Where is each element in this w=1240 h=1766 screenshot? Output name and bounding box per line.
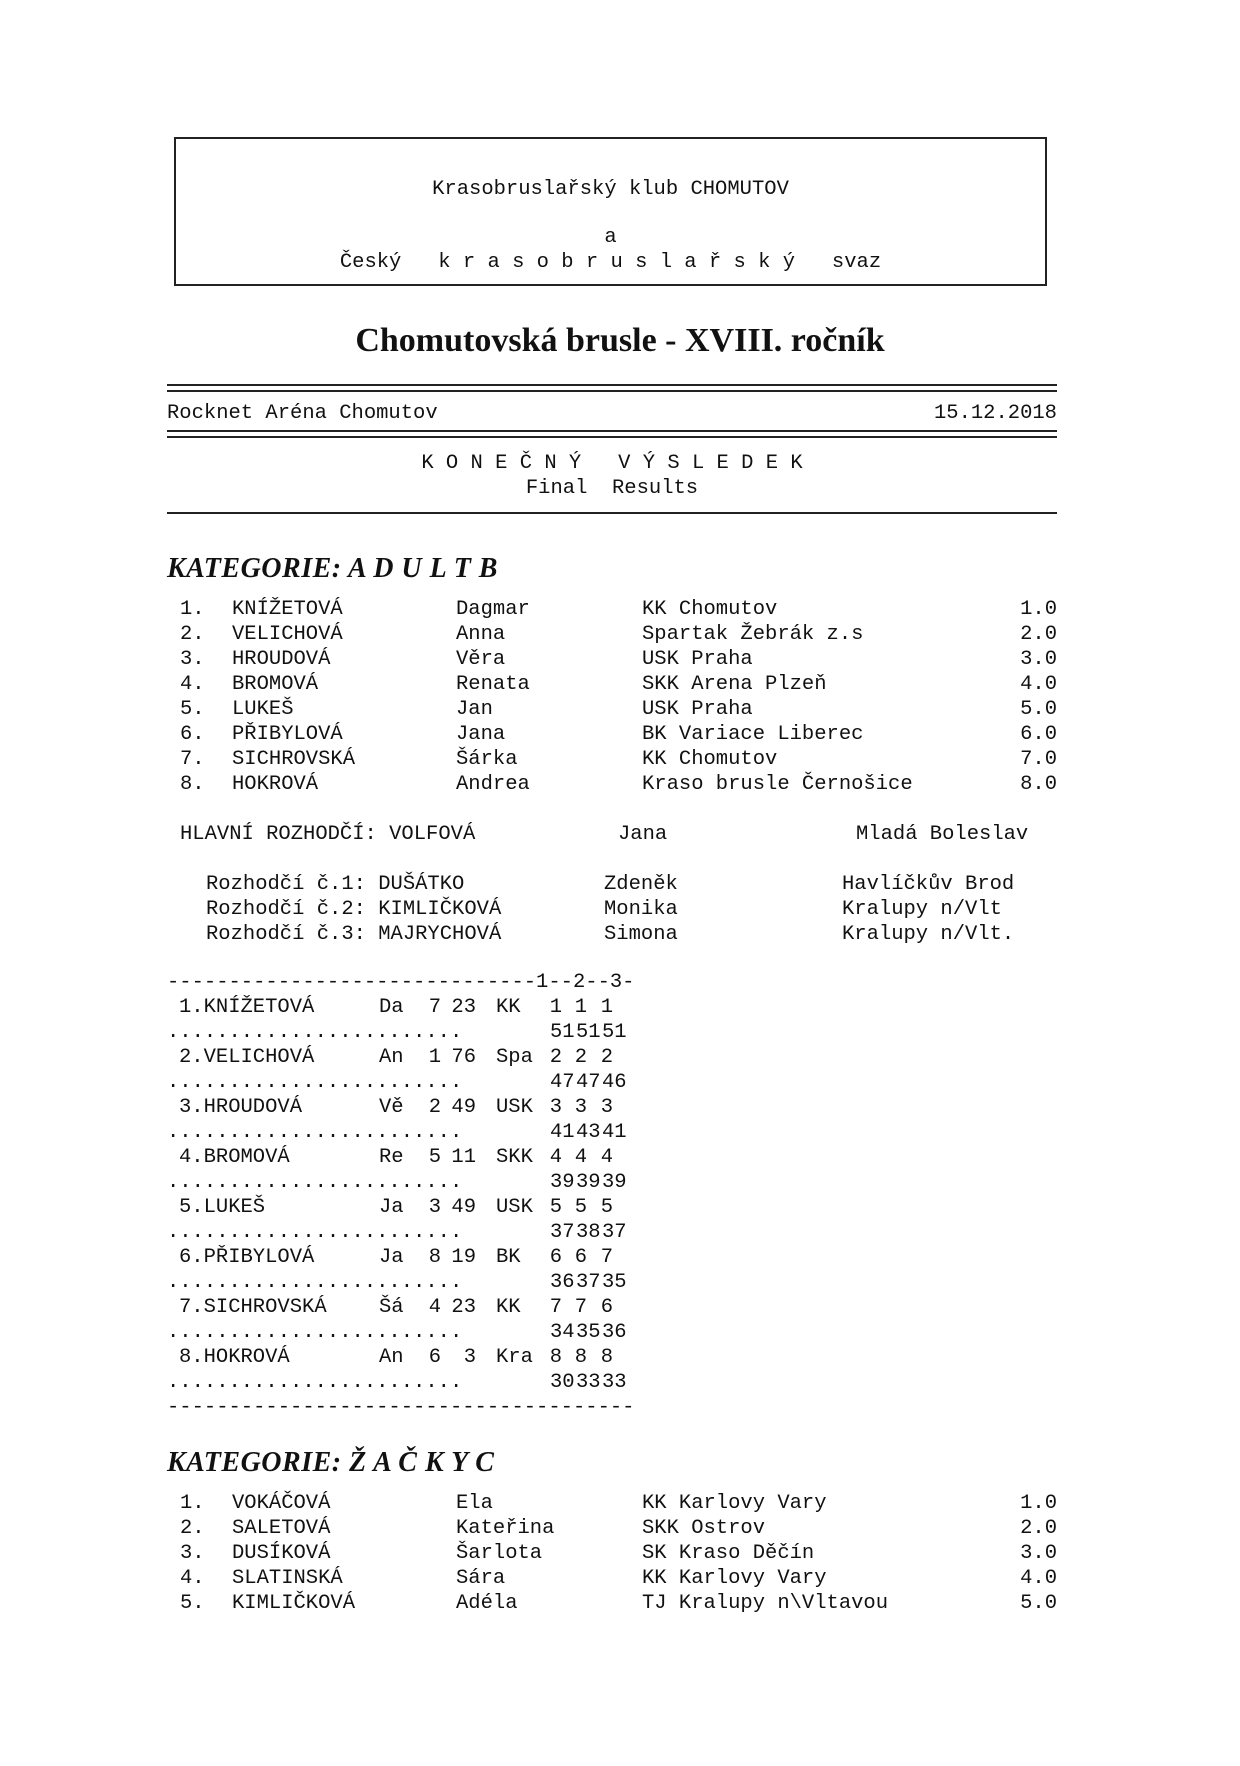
- list-item: [0, 747, 1057, 772]
- judge-label: Rozhodčí č.2: KIMLIČKOVÁ: [206, 898, 502, 921]
- points: 33: [602, 1371, 627, 1394]
- judge-city: Kralupy n/Vlt.: [842, 923, 1015, 946]
- header-conjunction: a: [604, 226, 617, 249]
- list-item: [0, 1566, 1057, 1591]
- event-date: 15.12.2018: [933, 402, 1057, 425]
- referee-panel: [0, 822, 1240, 947]
- head-referee: [0, 822, 1029, 847]
- table-row: [167, 1295, 613, 1320]
- club: KK Karlovy Vary: [642, 1492, 827, 1515]
- category-title: KATEGORIE: A D U L T B: [167, 553, 498, 584]
- referee-name: Jana: [618, 823, 668, 846]
- table-row: [167, 1170, 627, 1195]
- result-heading: K O N E Č N Ý V Ý S L E D E K: [421, 452, 803, 475]
- surname: SICHROVSKÁ: [232, 748, 356, 771]
- competitor: 2.VELICHOVÁ: [179, 1046, 315, 1069]
- club: KK Chomutov: [642, 598, 778, 621]
- competitor: 6.PŘIBYLOVÁ: [179, 1246, 315, 1269]
- ordinal: 4: [600, 1146, 613, 1169]
- judge-name: Simona: [604, 923, 678, 946]
- surname: SALETOVÁ: [232, 1517, 331, 1540]
- table-row: [167, 1220, 627, 1245]
- points: 43: [576, 1121, 601, 1144]
- double-rule: [167, 430, 1057, 438]
- table-row: [167, 1145, 613, 1170]
- num2: 11: [451, 1146, 476, 1169]
- points: 30: [550, 1371, 575, 1394]
- dots: ........................: [167, 1121, 463, 1144]
- first-name: Andrea: [456, 773, 530, 796]
- dots: ........................: [167, 1271, 463, 1294]
- points: 33: [576, 1371, 601, 1394]
- table-row: [167, 1345, 613, 1370]
- list-item: [0, 597, 1057, 622]
- num1: 2: [428, 1096, 441, 1119]
- judge-row: [0, 872, 1015, 897]
- ordinal: 1: [600, 996, 613, 1019]
- ordinal: 2: [549, 1046, 562, 1069]
- table-row: [167, 1045, 613, 1070]
- surname: DUSÍKOVÁ: [232, 1542, 331, 1565]
- club: BK Variace Liberec: [642, 723, 864, 746]
- ordinal: 5: [574, 1196, 587, 1219]
- table-row: [167, 1270, 627, 1295]
- club-abbr: USK: [496, 1196, 533, 1219]
- num1: 6: [428, 1346, 441, 1369]
- ordinal: 6: [549, 1246, 562, 1269]
- rank: 5.: [180, 1592, 205, 1615]
- points: 35: [576, 1321, 601, 1344]
- list-item: [0, 622, 1057, 647]
- club: SKK Ostrov: [642, 1517, 766, 1540]
- single-rule: [167, 512, 1057, 514]
- competitor: 7.SICHROVSKÁ: [179, 1296, 327, 1319]
- points: 37: [602, 1221, 627, 1244]
- ordinal: 8: [574, 1346, 587, 1369]
- dots: ........................: [167, 1371, 463, 1394]
- num1: 3: [428, 1196, 441, 1219]
- competitor: 8.HOKROVÁ: [179, 1346, 290, 1369]
- competitor: 5.LUKEŠ: [179, 1196, 266, 1219]
- num1: 1: [428, 1046, 441, 1069]
- abbr: Vě: [379, 1096, 404, 1119]
- abbr: Re: [379, 1146, 404, 1169]
- num2: 19: [451, 1246, 476, 1269]
- judge-label: Rozhodčí č.3: MAJRYCHOVÁ: [206, 923, 502, 946]
- first-name: Anna: [456, 623, 506, 646]
- points: 39: [602, 1171, 627, 1194]
- judge-row: [0, 922, 1015, 947]
- rank: 7.: [180, 748, 205, 771]
- rank: 8.: [180, 773, 205, 796]
- surname: VELICHOVÁ: [232, 623, 343, 646]
- ordinal: 5: [600, 1196, 613, 1219]
- ordinal: 1: [574, 996, 587, 1019]
- club: TJ Kralupy n\Vltavou: [642, 1592, 889, 1615]
- table-row: [167, 1370, 627, 1395]
- club-abbr: SKK: [496, 1146, 533, 1169]
- table-row: [167, 1320, 627, 1345]
- abbr: An: [379, 1046, 404, 1069]
- competitor: 1.KNÍŽETOVÁ: [179, 996, 315, 1019]
- club: Kraso brusle Černošice: [642, 773, 913, 796]
- result-subheading: Final Results: [525, 477, 699, 500]
- club-abbr: USK: [496, 1096, 533, 1119]
- ordinal: 5: [549, 1196, 562, 1219]
- list-item: [0, 697, 1057, 722]
- club-abbr: Spa: [496, 1046, 533, 1069]
- points: 36: [602, 1321, 627, 1344]
- first-name: Sára: [456, 1567, 506, 1590]
- table-row: [167, 1020, 627, 1045]
- club: Spartak Žebrák z.s: [642, 623, 864, 646]
- points: 34: [550, 1321, 575, 1344]
- ordinal: 2: [574, 1046, 587, 1069]
- num2: 49: [451, 1196, 476, 1219]
- club-name: Krasobruslařský klub CHOMUTOV: [432, 178, 789, 201]
- place: 2.0: [1020, 1517, 1057, 1540]
- ordinal: 6: [600, 1296, 613, 1319]
- table-row: [167, 1070, 627, 1095]
- points: 37: [576, 1271, 601, 1294]
- competitor: 4.BROMOVÁ: [179, 1146, 290, 1169]
- table-row: [167, 1095, 613, 1120]
- rank: 3.: [180, 1542, 205, 1565]
- first-name: Šárka: [456, 748, 518, 771]
- num2: 3: [463, 1346, 476, 1369]
- ordinal: 8: [600, 1346, 613, 1369]
- list-item: [0, 772, 1057, 797]
- surname: VOKÁČOVÁ: [232, 1492, 331, 1515]
- rank: 1.: [180, 1492, 205, 1515]
- list-item: [0, 1491, 1057, 1516]
- table-row: [167, 995, 613, 1020]
- ordinal: 6: [574, 1246, 587, 1269]
- referee-label: HLAVNÍ ROZHODČÍ: VOLFOVÁ: [180, 823, 476, 846]
- table-row: [167, 1245, 613, 1270]
- rank: 4.: [180, 673, 205, 696]
- first-name: Jan: [456, 698, 493, 721]
- judge-city: Kralupy n/Vlt: [842, 898, 1002, 921]
- club-abbr: Kra: [496, 1346, 533, 1369]
- rank: 1.: [180, 598, 205, 621]
- first-name: Kateřina: [456, 1517, 555, 1540]
- list-item: [0, 1591, 1057, 1616]
- ordinal: 8: [549, 1346, 562, 1369]
- first-name: Adéla: [456, 1592, 518, 1615]
- ordinal: 7: [549, 1296, 562, 1319]
- first-name: Renata: [456, 673, 530, 696]
- page-title: Chomutovská brusle - XVIII. ročník: [355, 322, 885, 359]
- points: 41: [550, 1121, 575, 1144]
- table-row: [167, 1120, 627, 1145]
- judge-city: Havlíčkův Brod: [842, 873, 1015, 896]
- points: 47: [550, 1071, 575, 1094]
- double-rule: [167, 384, 1057, 392]
- list-item: [0, 1541, 1057, 1566]
- score-footer: --------------------------------------: [167, 1396, 635, 1419]
- points: 51: [602, 1021, 627, 1044]
- rank: 4.: [180, 1567, 205, 1590]
- num2: 23: [451, 996, 476, 1019]
- score-sheet: [167, 970, 867, 1420]
- place: 4.0: [1020, 1567, 1057, 1590]
- ordinal: 4: [574, 1146, 587, 1169]
- list-item: [0, 672, 1057, 697]
- ordinal: 4: [549, 1146, 562, 1169]
- ordinal: 7: [574, 1296, 587, 1319]
- table-row: [167, 1195, 613, 1220]
- points: 51: [576, 1021, 601, 1044]
- judge-name: Zdeněk: [604, 873, 678, 896]
- first-name: Dagmar: [456, 598, 530, 621]
- surname: KIMLIČKOVÁ: [232, 1592, 356, 1615]
- points: 36: [550, 1271, 575, 1294]
- score-header: ------------------------------1--2--3-: [167, 971, 635, 994]
- place: 5.0: [1020, 1592, 1057, 1615]
- dots: ........................: [167, 1221, 463, 1244]
- surname: LUKEŠ: [232, 698, 294, 721]
- club-abbr: KK: [496, 996, 521, 1019]
- ordinal: 3: [600, 1096, 613, 1119]
- num1: 4: [428, 1296, 441, 1319]
- dots: ........................: [167, 1021, 463, 1044]
- num2: 76: [451, 1046, 476, 1069]
- place: 3.0: [1020, 1542, 1057, 1565]
- judge-label: Rozhodčí č.1: DUŠÁTKO: [206, 873, 465, 896]
- first-name: Ela: [456, 1492, 493, 1515]
- first-name: Jana: [456, 723, 506, 746]
- abbr: Ja: [379, 1196, 404, 1219]
- surname: HROUDOVÁ: [232, 648, 331, 671]
- points: 38: [576, 1221, 601, 1244]
- first-name: Věra: [456, 648, 506, 671]
- club: SKK Arena Plzeň: [642, 673, 827, 696]
- abbr: An: [379, 1346, 404, 1369]
- dots: ........................: [167, 1071, 463, 1094]
- place: 8.0: [1020, 773, 1057, 796]
- abbr: Ja: [379, 1246, 404, 1269]
- surname: BROMOVÁ: [232, 673, 319, 696]
- place: 1.0: [1020, 598, 1057, 621]
- dots: ........................: [167, 1321, 463, 1344]
- rank: 3.: [180, 648, 205, 671]
- club: KK Karlovy Vary: [642, 1567, 827, 1590]
- results-list: [0, 1491, 1240, 1641]
- place: 1.0: [1020, 1492, 1057, 1515]
- ordinal: 1: [549, 996, 562, 1019]
- rank: 6.: [180, 723, 205, 746]
- place: 5.0: [1020, 698, 1057, 721]
- points: 39: [550, 1171, 575, 1194]
- points: 35: [602, 1271, 627, 1294]
- num1: 8: [428, 1246, 441, 1269]
- surname: KNÍŽETOVÁ: [232, 598, 343, 621]
- points: 46: [602, 1071, 627, 1094]
- ordinal: 7: [600, 1246, 613, 1269]
- venue: Rocknet Aréna Chomutov: [167, 402, 438, 425]
- place: 6.0: [1020, 723, 1057, 746]
- club: USK Praha: [642, 648, 753, 671]
- ordinal: 3: [574, 1096, 587, 1119]
- surname: PŘIBYLOVÁ: [232, 723, 343, 746]
- place: 3.0: [1020, 648, 1057, 671]
- judge-name: Monika: [604, 898, 678, 921]
- abbr: Da: [379, 996, 404, 1019]
- competitor: 3.HROUDOVÁ: [179, 1096, 303, 1119]
- list-item: [0, 647, 1057, 672]
- rank: 2.: [180, 623, 205, 646]
- dots: ........................: [167, 1171, 463, 1194]
- category-title: KATEGORIE: Ž A Č K Y C: [167, 1447, 495, 1478]
- points: 39: [576, 1171, 601, 1194]
- place: 7.0: [1020, 748, 1057, 771]
- club-abbr: BK: [496, 1246, 521, 1269]
- num1: 7: [428, 996, 441, 1019]
- results-list: [0, 597, 1240, 822]
- federation-name: Český k r a s o b r u s l a ř s k ý svaz: [339, 251, 882, 274]
- place: 4.0: [1020, 673, 1057, 696]
- abbr: Šá: [379, 1296, 404, 1319]
- surname: HOKROVÁ: [232, 773, 319, 796]
- place: 2.0: [1020, 623, 1057, 646]
- ordinal: 3: [549, 1096, 562, 1119]
- num1: 5: [428, 1146, 441, 1169]
- list-item: [0, 722, 1057, 747]
- surname: SLATINSKÁ: [232, 1567, 343, 1590]
- ordinal: 2: [600, 1046, 613, 1069]
- club-abbr: KK: [496, 1296, 521, 1319]
- rank: 5.: [180, 698, 205, 721]
- judge-row: [0, 897, 1002, 922]
- header-box: [174, 137, 1047, 286]
- points: 51: [550, 1021, 575, 1044]
- club: USK Praha: [642, 698, 753, 721]
- points: 41: [602, 1121, 627, 1144]
- club: KK Chomutov: [642, 748, 778, 771]
- first-name: Šarlota: [456, 1542, 543, 1565]
- points: 37: [550, 1221, 575, 1244]
- num2: 23: [451, 1296, 476, 1319]
- referee-city: Mladá Boleslav: [856, 823, 1029, 846]
- club: SK Kraso Děčín: [642, 1542, 815, 1565]
- points: 47: [576, 1071, 601, 1094]
- list-item: [0, 1516, 1057, 1541]
- num2: 49: [451, 1096, 476, 1119]
- rank: 2.: [180, 1517, 205, 1540]
